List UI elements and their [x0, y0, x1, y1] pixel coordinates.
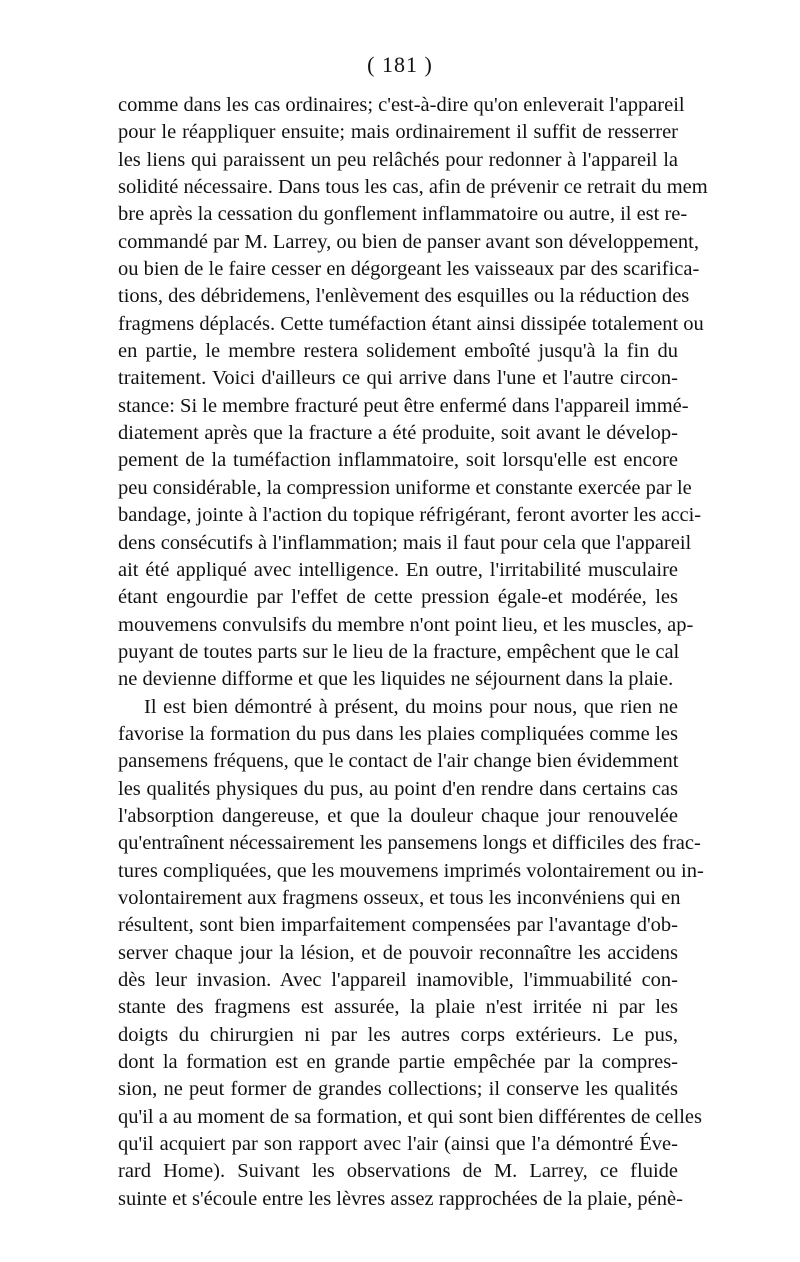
text-line: puyant de toutes parts sur le lieu de la fracture, empêchent que le cal: [118, 640, 680, 663]
text-line: stance: Si le membre fracturé peut être enfermé dans l'appareil immé-: [118, 394, 689, 417]
text-line: qu'entraînent nécessairement les pansemens longs et difficiles des frac-: [118, 832, 701, 855]
text-line: qu'il acquiert par son rapport avec l'air (ainsi que l'a démontré Éve-: [118, 1133, 678, 1156]
text-line: ait été appliqué avec intelligence. En outre, l'irritabilité musculaire: [118, 558, 678, 581]
body-text: [118, 92, 708, 1213]
text-line: stante des fragmens est assurée, la plaie n'est irritée ni par les: [118, 996, 678, 1019]
text-line: les liens qui paraissent un peu relâchés pour redonner à l'appareil la: [118, 148, 678, 171]
text-line: en partie, le membre restera solidement emboîté jusqu'à la fin du: [118, 340, 678, 363]
text-line: bre après la cessation du gonflement inflammatoire ou autre, il est re-: [118, 203, 688, 226]
text-line: pansemens fréquens, que le contact de l'air change bien évidemment: [118, 750, 679, 773]
text-line: dès leur invasion. Avec l'appareil inamovible, l'immuabilité con-: [118, 969, 678, 991]
text-line: qu'il a au moment de sa formation, et qui sont bien différentes de celles: [118, 1105, 702, 1128]
text-line: tions, des débridemens, l'enlèvement des esquilles ou la réduction des: [118, 285, 690, 308]
text-line: peu considérable, la compression uniforme et constante exercée par le: [118, 476, 692, 499]
text-line: l'absorption dangereuse, et que la douleur chaque jour renouvelée: [118, 804, 678, 827]
text-line: ou bien de le faire cesser en dégorgeant les vaisseaux par des scarifica-: [118, 258, 700, 281]
paragraph-2: [118, 694, 704, 1214]
text-line: traitement. Voici d'ailleurs ce qui arrive dans l'une et l'autre circon-: [118, 367, 678, 390]
text-line: mouvemens convulsifs du membre n'ont point lieu, et les muscles, ap-: [118, 613, 694, 636]
text-line: étant engourdie par l'effet de cette pression égale-et modérée, les: [118, 586, 678, 609]
text-line: bandage, jointe à l'action du topique réfrigérant, feront avorter les acci-: [118, 504, 702, 527]
text-line: commandé par M. Larrey, ou bien de panser avant son développement,: [118, 230, 700, 253]
text-line: dont la formation est en grande partie empêchée par la compres-: [118, 1051, 678, 1074]
text-line: dens consécutifs à l'inflammation; mais il faut pour cela que l'appareil: [118, 531, 692, 554]
text-line: les qualités physiques du pus, au point d'en rendre dans certains cas: [118, 777, 678, 800]
text-line: tures compliquées, que les mouvemens imprimés volontairement ou in-: [118, 859, 704, 882]
text-line: pour le réappliquer ensuite; mais ordinairement il suffit de resserrer: [118, 121, 678, 144]
text-line: sion, ne peut former de grandes collections; il conserve les qualités: [118, 1078, 678, 1101]
text-line: favorise la formation du pus dans les plaies compliquées comme les: [118, 722, 678, 745]
text-line: Il est bien démontré à présent, du moins pour nous, que rien ne: [144, 695, 678, 718]
text-line: résultent, sont bien imparfaitement compensées par l'avantage d'ob-: [118, 914, 678, 937]
page-number: ( 181 ): [367, 52, 433, 77]
text-line: diatement après que la fracture a été produite, soit avant le dévelop-: [118, 422, 678, 445]
text-line: solidité nécessaire. Dans tous les cas, afin de prévenir ce retrait du mem: [118, 176, 708, 199]
text-line: server chaque jour la lésion, et de pouvoir reconnaître les accidens: [118, 941, 678, 964]
text-line: pement de la tuméfaction inflammatoire, soit lorsqu'elle est encore: [118, 449, 678, 472]
text-line: suinte et s'écoule entre les lèvres assez rapprochées de la plaie, pénè-: [118, 1187, 683, 1210]
text-line: doigts du chirurgien ni par les autres corps extérieurs. Le pus,: [118, 1023, 678, 1046]
text-line: rard Home). Suivant les observations de M. Larrey, ce fluide: [118, 1160, 678, 1183]
text-line: ne devienne difforme et que les liquides ne séjournent dans la plaie.: [118, 668, 674, 691]
text-line: fragmens déplacés. Cette tuméfaction étant ainsi dissipée totalement ou: [118, 312, 704, 335]
paragraph-1: [118, 92, 708, 694]
text-line: volontairement aux fragmens osseux, et tous les inconvéniens qui en: [118, 886, 681, 909]
text-line: comme dans les cas ordinaires; c'est-à-dire qu'on enleverait l'appareil: [118, 94, 685, 116]
